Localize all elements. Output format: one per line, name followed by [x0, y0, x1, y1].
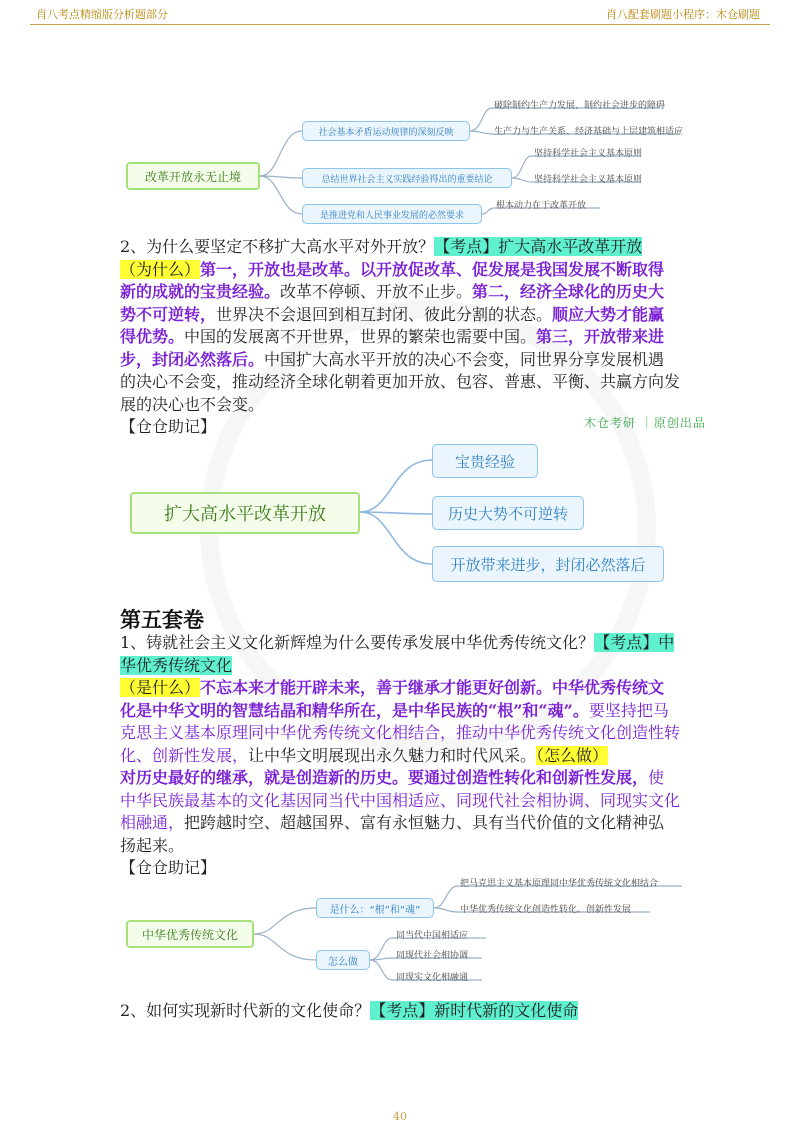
question-2-block [120, 236, 680, 439]
memo-label: 【仓仓助记】 [120, 417, 217, 436]
answer-sentence-3: 第二，经济全球化的历史大势不可逆转， [120, 282, 665, 324]
question-2-text: 2、为什么要坚定不移扩大高水平对外开放？ [120, 237, 435, 256]
why-tag: （为什么） [120, 259, 201, 279]
mindmap3-leaf-5: 同现实文化相融通 [396, 973, 469, 983]
answer-5-sentence-4: 对历史最好的继承，就是创造新的历史。要通过创造性转化和创新性发展， [120, 768, 649, 787]
header-right-title: 肖八配套刷题小程序：木仓刷题 [606, 8, 760, 21]
mindmap2-root: 扩大高水平改革开放 [130, 492, 360, 534]
mindmap3-leaf-2: 中华优秀传统文化创造性转化、创新性发展 [460, 905, 632, 915]
header-divider [30, 24, 770, 25]
mindmap3-leaf-4: 同现代社会相协调 [396, 951, 469, 961]
mindmap1-leaf-5: 根本动力在于改革开放 [496, 201, 587, 211]
answer-sentence-7: 第三，开放带来进步，封闭必然落后。 [120, 327, 665, 369]
how-tag: （怎么做） [536, 745, 609, 765]
mindmap3-leaf-3: 同当代中国相适应 [396, 931, 469, 941]
answer-sentence-8: 中国扩大高水平开放的决心不会变，同世界分享发展机遇的决心不会变，推动经济全球化朝着更加开放、包容、普惠、平衡、共赢方向发展的决心也不会变。 [120, 349, 681, 414]
answer-5-sentence-5: 使中华民族最基本的文化基因同当代中国相适应、同现代社会相协调、同现实文化相融通， [120, 768, 681, 832]
mindmap3-leaf-1: 把马克思主义基本原理同中华优秀传统文化相结合 [460, 879, 659, 889]
page-number: 40 [393, 1110, 407, 1123]
mindmap2-branch-2: 历史大势不可逆转 [432, 496, 584, 530]
mindmap-traditional-culture [126, 872, 686, 982]
mindmap2-branch-3: 开放带来进步，封闭必然落后 [432, 546, 664, 582]
keypoint-label: 【考点】扩大高水平改革开放 [434, 237, 643, 256]
signature: 木仓考研 ｜原创出品 [584, 416, 706, 430]
answer-sentence-2: 改革不停顿、开放不止步。 [280, 282, 473, 301]
answer-sentence-6: 中国的发展离不开世界，世界的繁荣也需要中国。 [184, 327, 537, 346]
mindmap1-leaf-4: 坚持科学社会主义基本原则 [534, 175, 643, 185]
question-5-2-text: 2、如何实现新时代新的文化使命？ [120, 1001, 371, 1020]
mindmap3-root: 中华优秀传统文化 [126, 920, 254, 948]
what-tag: （是什么） [120, 678, 201, 697]
answer-sentence-4: 世界决不会退回到相互封闭、彼此分割的状态。 [216, 304, 553, 324]
mindmap1-branch-3: 是推进党和人民事业发展的必然要求 [302, 204, 482, 224]
mindmap3-branch-2: 怎么做 [316, 950, 370, 970]
header-left-title: 肖八考点精缩版分析题部分 [36, 8, 168, 21]
answer-sentence-5: 顺应大势才能赢得优势。 [120, 304, 665, 346]
answer-5-sentence-6: 把跨越时空、超越国界、富有永恒魅力、具有当代价值的文化精神弘扬起来。 [120, 813, 665, 855]
memo-label-2: 【仓仓助记】 [120, 858, 217, 877]
question-5-2-block [120, 1000, 680, 1023]
mindmap1-branch-1: 社会基本矛盾运动规律的深刻反映 [302, 121, 470, 141]
answer-5-sentence-3: 让中华文明展现出永久魅力和时代风采。 [248, 745, 537, 765]
mindmap1-branch-2: 总结世界社会主义实践经验得出的重要结论 [302, 168, 512, 188]
mindmap1-leaf-1: 破除制约生产力发展、制约社会进步的障碍 [494, 101, 666, 111]
keypoint-label-3: 【考点】新时代新的文化使命 [370, 1001, 579, 1020]
answer-sentence-1: 第一，开放也是改革。以开放促改革、促发展是我国发展不断取得新的成就的宝贵经验。 [120, 259, 665, 301]
mindmap3-branch-1: 是什么：“根”和“魂” [316, 898, 434, 918]
question-5-1-text: 1、铸就社会主义文化新辉煌为什么要传承发展中华优秀传统文化？ [120, 633, 595, 652]
mindmap-reform-opening [120, 96, 684, 226]
answer-5-sentence-2: 要坚持把马克思主义基本原理同中华优秀传统文化相结合，推动中华优秀传统文化创造性转化、创新性发展， [120, 700, 681, 765]
mindmap-expand-opening [130, 438, 670, 588]
mindmap2-branch-1: 宝贵经验 [432, 444, 538, 478]
mindmap1-leaf-3: 坚持科学社会主义基本原则 [534, 149, 643, 159]
mindmap1-root: 改革开放永无止境 [126, 162, 260, 190]
answer-5-sentence-1: 不忘本来才能开辟未来，善于继承才能更好创新。中华优秀传统文化是中华文明的智慧结晶和精华所在，是中华民族的“根”和“魂”。 [120, 678, 665, 720]
section-title: 第五套卷 [120, 607, 204, 632]
question-5-1-block [120, 632, 680, 880]
keypoint-label-2: 【考点】中华优秀传统文化 [120, 633, 675, 675]
mindmap1-leaf-2: 生产力与生产关系、经济基础与上层建筑相适应 [494, 127, 684, 137]
